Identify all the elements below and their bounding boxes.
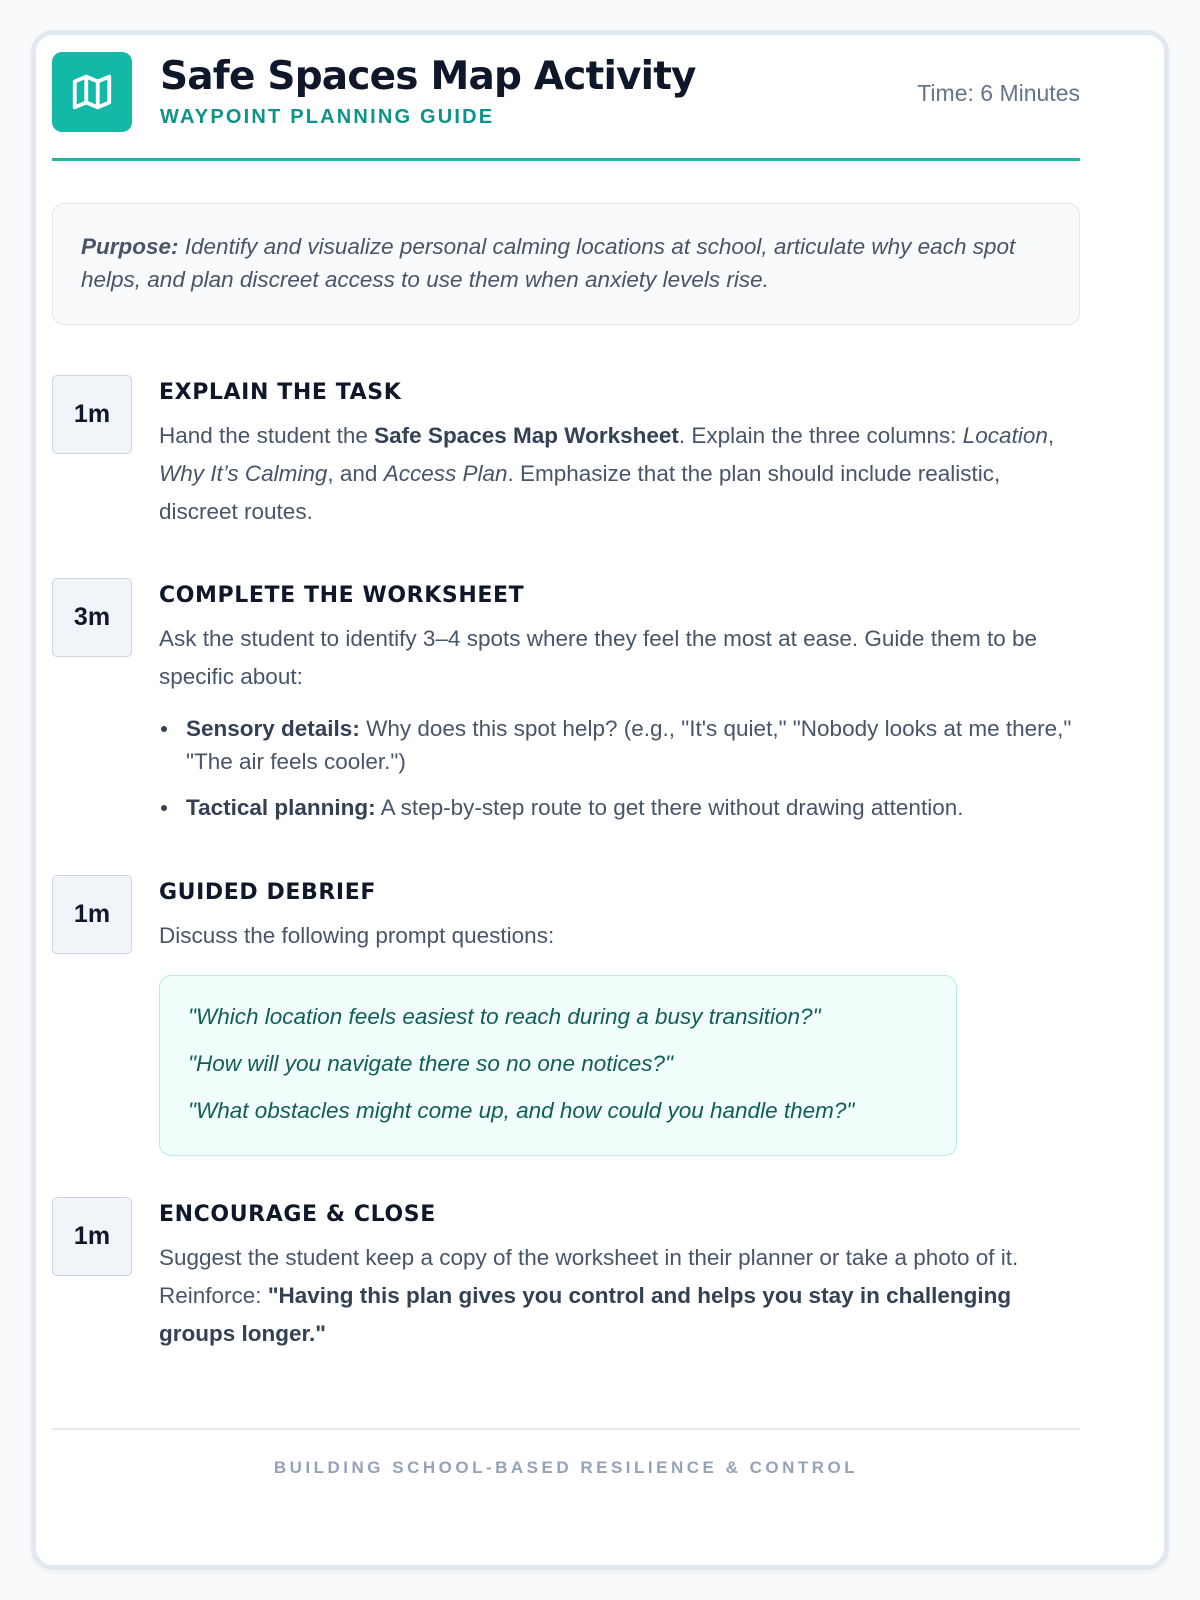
page-title: Safe Spaces Map Activity	[160, 54, 696, 99]
footer-divider	[52, 1428, 1080, 1430]
step-title: COMPLETE THE WORKSHEET	[159, 583, 525, 608]
bullet-label: Tactical planning:	[186, 795, 376, 820]
time-label: Time: 6 Minutes	[917, 80, 1080, 106]
duration-badge: 1m	[52, 875, 132, 954]
list-item	[159, 712, 1080, 778]
step-title: ENCOURAGE & CLOSE	[159, 1202, 436, 1227]
prompt-questions-box	[159, 975, 957, 1156]
column-why-calming: Why It’s Calming	[159, 461, 328, 486]
column-location: Location	[962, 423, 1048, 448]
step-title: GUIDED DEBRIEF	[159, 880, 376, 905]
worksheet-name: Safe Spaces Map Worksheet	[374, 423, 679, 448]
header	[52, 52, 1080, 161]
column-access-plan: Access Plan	[383, 461, 508, 486]
step-text: Ask the student to identify 3–4 spots where they feel the most at ease. Guide them to be specific about:	[159, 626, 1038, 689]
prompt-question: "Which location feels easiest to reach during a busy transition?"	[188, 1004, 821, 1029]
footer-text: BUILDING SCHOOL-BASED RESILIENCE & CONTROL	[273, 1458, 859, 1477]
prompt-question: "What obstacles might come up, and how could you handle them?"	[188, 1098, 855, 1123]
prompt-question: "How will you navigate there so no one notices?"	[188, 1051, 674, 1076]
duration-badge: 3m	[52, 578, 132, 657]
bullet-text: Why does this spot help? (e.g., "It's quiet," "Nobody looks at me there," "The air feels cooler.")	[186, 716, 1072, 774]
step-text	[159, 417, 1080, 531]
step-title: EXPLAIN THE TASK	[159, 380, 402, 405]
purpose-box	[52, 203, 1080, 325]
duration-badge: 1m	[52, 1197, 132, 1276]
text-segment: . Explain the three columns:	[678, 423, 963, 448]
text-segment: Hand the student the	[159, 423, 375, 448]
list-item	[159, 791, 1080, 824]
purpose-text: Identify and visualize personal calming locations at school, articulate why each spot helps, and plan discreet access to use them when anxiety levels rise.	[81, 234, 1016, 292]
step-text: Discuss the following prompt questions:	[159, 923, 555, 948]
text-segment: Suggest the student keep a copy of the worksheet in their planner or take a photo of it. Reinforce:	[159, 1245, 1019, 1308]
map-icon	[52, 52, 132, 132]
bullet-label: Sensory details:	[186, 716, 360, 741]
bullet-text: A step-by-step route to get there without drawing attention.	[375, 795, 964, 820]
text-segment: . Emphasize that the plan should include realistic, discreet routes.	[159, 461, 1001, 524]
purpose-label: Purpose:	[81, 234, 179, 259]
duration-badge: 1m	[52, 375, 132, 454]
page-subtitle: WAYPOINT PLANNING GUIDE	[160, 106, 495, 128]
step-text	[159, 1239, 1080, 1353]
text-segment: ,	[1047, 423, 1055, 448]
text-segment: , and	[327, 461, 384, 486]
bullet-list	[159, 712, 1080, 824]
reinforcement-quote: "Having this plan gives you control and helps you stay in challenging groups longer."	[159, 1283, 1012, 1346]
